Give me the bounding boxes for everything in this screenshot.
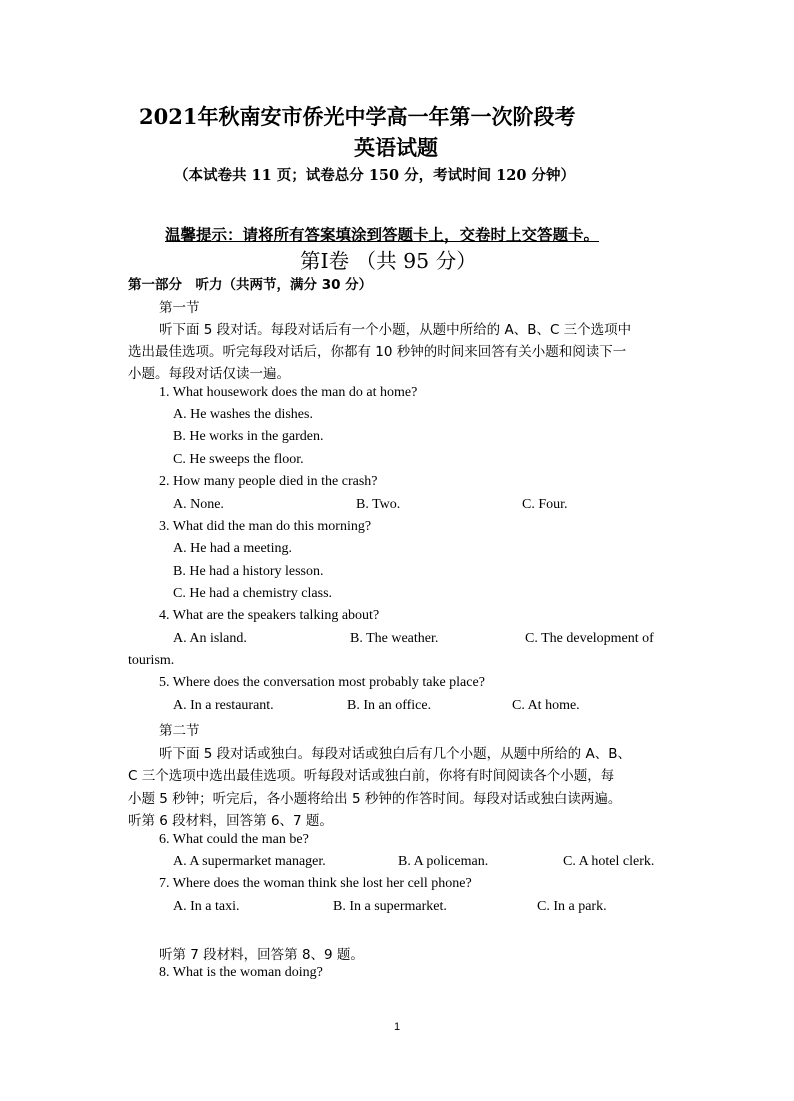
q1-stem: 1. What housework does the man do at home? <box>159 385 418 400</box>
q3-option-c: C. He had a chemistry class. <box>173 586 333 601</box>
q8-stem: 8. What is the woman doing? <box>159 965 323 980</box>
q6-option-b: B. A policeman. <box>398 854 489 869</box>
section1-instr-line1: 听下面 5 段对话。每段对话后有一个小题，从题中所给的 A、B、C 三个选项中 <box>159 322 632 338</box>
exam-title: 2021年秋南安市侨光中学高一年第一次阶段考 <box>139 104 576 129</box>
q4-option-a: A. An island. <box>173 631 247 646</box>
q6-option-c: C. A hotel clerk. <box>563 854 655 869</box>
q3-option-b: B. He had a history lesson. <box>173 564 324 579</box>
q7-option-b: B. In a supermarket. <box>333 899 447 914</box>
q7-option-a: A. In a taxi. <box>173 899 240 914</box>
volume-heading: 第Ⅰ卷 （共 95 分） <box>300 249 477 273</box>
material6-note: 听第 6 段材料，回答第 6、7 题。 <box>128 813 333 829</box>
q2-option-a: A. None. <box>173 497 224 512</box>
material7-note: 听第 7 段材料，回答第 8、9 题。 <box>159 947 364 963</box>
section2-instr-line1: 听下面 5 段对话或独白。每段对话或独白后有几个小题，从题中所给的 A、B、 <box>159 746 631 762</box>
q5-stem: 5. Where does the conversation most probably take place? <box>159 675 485 690</box>
section2-instr-line3: 小题 5 秒钟；听完后，各小题将给出 5 秒钟的作答时间。每段对话或独白读两遍。 <box>128 791 622 807</box>
q3-stem: 3. What did the man do this morning? <box>159 519 372 534</box>
section2-instr-line2: C 三个选项中选出最佳选项。听每段对话或独白前，你将有时间阅读各个小题，每 <box>128 768 615 784</box>
section1-label: 第一节 <box>159 300 200 316</box>
q4-option-b: B. The weather. <box>350 631 439 646</box>
q4-stem: 4. What are the speakers talking about? <box>159 608 380 623</box>
q5-option-a: A. In a restaurant. <box>173 698 274 713</box>
q5-option-b: B. In an office. <box>347 698 432 713</box>
q4-option-c-continued: tourism. <box>128 653 175 668</box>
q5-option-c: C. At home. <box>512 698 580 713</box>
q7-stem: 7. Where does the woman think she lost her cell phone? <box>159 876 472 891</box>
q2-option-b: B. Two. <box>356 497 401 512</box>
q1-option-c: C. He sweeps the floor. <box>173 452 304 467</box>
exam-subject: 英语试题 <box>354 135 438 160</box>
q1-option-b: B. He works in the garden. <box>173 429 324 444</box>
part1-heading: 第一部分 听力（共两节，满分 30 分） <box>128 277 373 293</box>
notice: 温馨提示：请将所有答案填涂到答题卡上，交卷时上交答题卡。 <box>165 225 600 244</box>
q7-option-c: C. In a park. <box>537 899 607 914</box>
q6-stem: 6. What could the man be? <box>159 832 309 847</box>
q2-stem: 2. How many people died in the crash? <box>159 474 378 489</box>
q6-option-a: A. A supermarket manager. <box>173 854 326 869</box>
section2-label: 第二节 <box>159 723 200 739</box>
section1-instr-line3: 小题。每段对话仅读一遍。 <box>128 366 290 382</box>
q1-option-a: A. He washes the dishes. <box>173 407 313 422</box>
section1-instr-line2: 选出最佳选项。听完每段对话后，你都有 10 秒钟的时间来回答有关小题和阅读下一 <box>128 344 627 360</box>
q2-option-c: C. Four. <box>522 497 568 512</box>
exam-info: （本试卷共 11 页；试卷总分 150 分，考试时间 120 分钟） <box>174 167 575 184</box>
q3-option-a: A. He had a meeting. <box>173 541 292 556</box>
q4-option-c: C. The development of <box>525 631 654 646</box>
page-number: 1 <box>394 1021 401 1033</box>
